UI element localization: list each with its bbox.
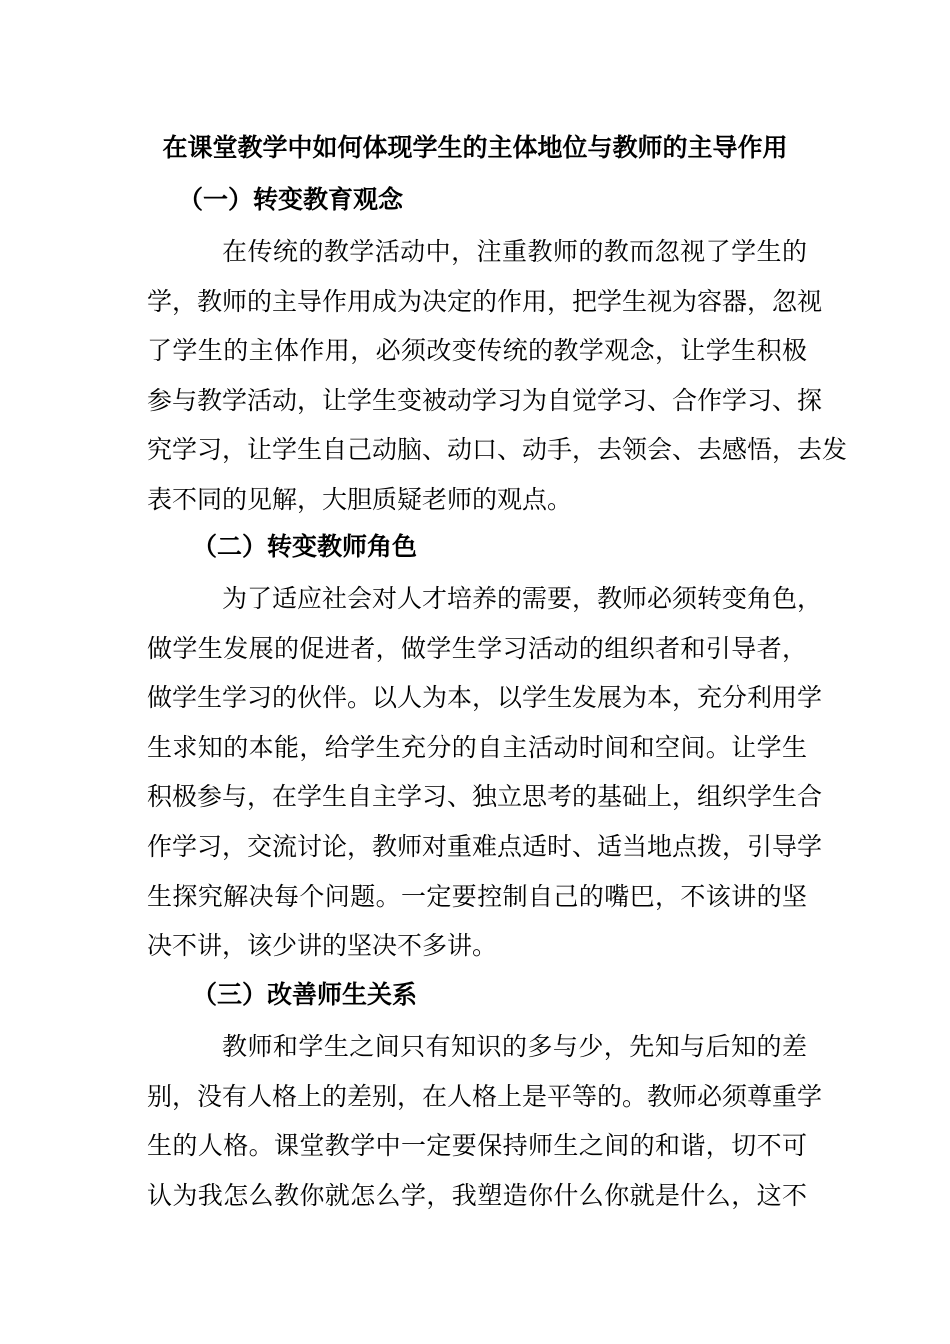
paragraph-line: 究学习，让学生自己动脑、动口、动手，去领会、去感悟，去发 (147, 435, 848, 465)
section-paragraph-2 (147, 574, 823, 971)
paragraph-line: 生探究解决每个问题。一定要控制自己的嘴巴，不该讲的坚 (147, 881, 807, 911)
section-paragraph-1 (147, 227, 848, 525)
paragraph-line: 在传统的教学活动中，注重教师的教而忽视了学生的 (222, 237, 807, 266)
paragraph-line: 积极参与，在学生自主学习、独立思考的基础上，组织学生合 (147, 782, 823, 812)
section-heading-2: （二）转变教师角色 (192, 532, 418, 561)
document-title: 在课堂教学中如何体现学生的主体地位与教师的主导作用 (162, 133, 788, 162)
paragraph-line: 作学习，交流讨论，教师对重难点适时、适当地点拨，引导学 (147, 831, 823, 861)
paragraph-line: 表不同的见解，大胆质疑老师的观点。 (147, 484, 573, 514)
paragraph-line: 了学生的主体作用，必须改变传统的教学观念，让学生积极 (147, 336, 807, 366)
paragraph-line: 决不讲，该少讲的坚决不多讲。 (147, 931, 498, 961)
section-heading-3: （三）改善师生关系 (192, 980, 418, 1009)
section-paragraph-3 (147, 1022, 823, 1220)
paragraph-line: 教师和学生之间只有知识的多与少，先知与后知的差 (222, 1032, 807, 1061)
paragraph-line: 为了适应社会对人才培养的需要，教师必须转变角色， (222, 584, 823, 613)
paragraph-line: 认为我怎么教你就怎么学，我塑造你什么你就是什么，这不 (147, 1180, 807, 1210)
paragraph-line: 生求知的本能，给学生充分的自主活动时间和空间。让学生 (147, 732, 807, 762)
paragraph-line: 学，教师的主导作用成为决定的作用，把学生视为容器，忽视 (147, 286, 823, 316)
paragraph-line: 做学生发展的促进者，做学生学习活动的组织者和引导者， (147, 633, 807, 663)
section-heading-1: （一）转变教育观念 (178, 185, 404, 214)
paragraph-line: 别，没有人格上的差别，在人格上是平等的。教师必须尊重学 (147, 1081, 823, 1111)
paragraph-line: 参与教学活动，让学生变被动学习为自觉学习、合作学习、探 (147, 385, 823, 415)
paragraph-line: 生的人格。课堂教学中一定要保持师生之间的和谐，切不可 (147, 1131, 807, 1161)
paragraph-line: 做学生学习的伙伴。以人为本，以学生发展为本，充分利用学 (147, 683, 823, 713)
